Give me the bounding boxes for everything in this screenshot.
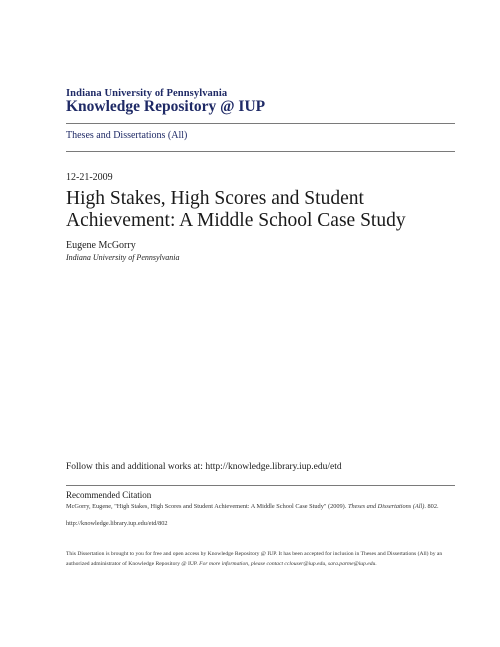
citation-number: . 802. (424, 503, 439, 510)
publication-date: 12-21-2009 (66, 172, 113, 183)
divider (66, 123, 455, 124)
paper-title: High Stakes, High Scores and Student Achievement: A Middle School Case Study (66, 188, 406, 231)
statement-part-1: This Dissertation is brought to you for free and open access by Knowledge Repository @ IUP. It has been accepted for inclusion in Theses and Dissertations (All) by an authorized administrator of Knowledge Repository @ IUP. (66, 551, 443, 567)
divider (66, 485, 455, 486)
institution-name: Indiana University of Pennsylvania (66, 88, 228, 99)
author-name: Eugene McGorry (66, 240, 136, 251)
recommended-citation-heading: Recommended Citation (66, 490, 152, 500)
statement-part-2: For more information, please contact cclouser@iup.edu, sara.parme@iup.edu. (199, 561, 377, 567)
repository-name[interactable]: Knowledge Repository @ IUP (66, 98, 266, 115)
access-statement (66, 549, 455, 569)
citation-main: McGorry, Eugene, "High Stakes, High Scores and Student Achievement: A Middle School Case Study" (2009). (66, 503, 348, 510)
citation-text (66, 502, 455, 512)
follow-link[interactable]: http://knowledge.library.iup.edu/etd (205, 462, 342, 472)
citation-series: Theses and Dissertations (All) (347, 503, 425, 510)
collection-link[interactable]: Theses and Dissertations (All) (66, 130, 188, 141)
follow-prefix: Follow this and additional works at: (66, 462, 206, 472)
citation-link[interactable]: http://knowledge.library.iup.edu/etd/802 (66, 520, 168, 527)
follow-line (66, 462, 342, 472)
author-affiliation: Indiana University of Pennsylvania (66, 253, 180, 262)
divider (66, 151, 455, 152)
